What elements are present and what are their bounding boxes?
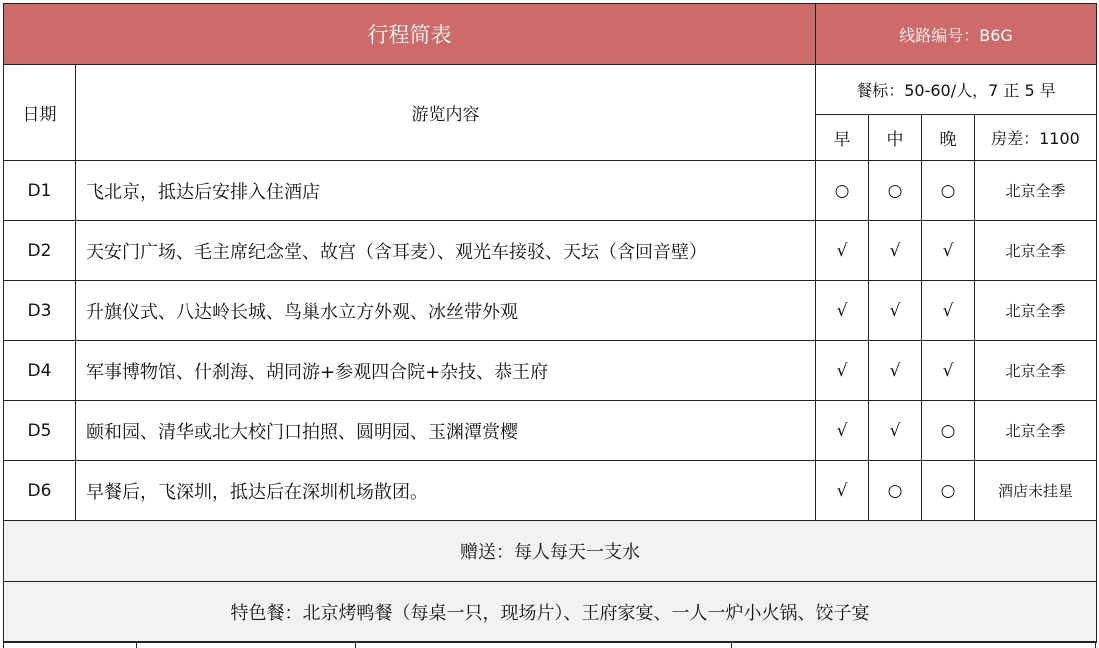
day-cell: D2 — [4, 221, 76, 281]
day-cell: D6 — [4, 461, 76, 521]
lunch-cell: ○ — [869, 161, 922, 221]
hotel-cell: 酒店未挂星 — [975, 461, 1097, 521]
content-column-header: 游览内容 — [76, 65, 816, 161]
lunch-header: 中 — [869, 115, 922, 161]
day-cell: D3 — [4, 281, 76, 341]
column-header-row — [4, 65, 1097, 115]
lunch-cell: √ — [869, 281, 922, 341]
gift-note: 赠送：每人每天一支水 — [4, 521, 1097, 582]
dinner-cell: ○ — [922, 461, 975, 521]
hotel-cell: 北京全季 — [975, 401, 1097, 461]
next-row-border — [3, 641, 1096, 642]
breakfast-cell: √ — [816, 281, 869, 341]
hotel-cell: 北京全季 — [975, 221, 1097, 281]
route-code: 线路编号：B6G — [816, 4, 1097, 65]
day-column-header: 日期 — [4, 65, 76, 161]
content-cell: 升旗仪式、八达岭长城、鸟巢水立方外观、冰丝带外观 — [76, 281, 816, 341]
hotel-cell: 北京全季 — [975, 341, 1097, 401]
breakfast-cell: √ — [816, 461, 869, 521]
next-row-divider — [3, 642, 4, 648]
breakfast-cell: √ — [816, 401, 869, 461]
breakfast-header: 早 — [816, 115, 869, 161]
breakfast-cell: ○ — [816, 161, 869, 221]
meal-standard-header: 餐标：50-60/人，7 正 5 早 — [816, 65, 1097, 115]
lunch-cell: √ — [869, 221, 922, 281]
table-row — [4, 401, 1097, 461]
table-title: 行程简表 — [4, 4, 816, 65]
gift-row — [4, 521, 1097, 582]
table-row — [4, 161, 1097, 221]
hotel-cell: 北京全季 — [975, 281, 1097, 341]
breakfast-cell: √ — [816, 341, 869, 401]
special-meals-note: 特色餐：北京烤鸭餐（每桌一只，现场片）、王府家宴、一人一炉小火锅、饺子宴 — [4, 582, 1097, 643]
lunch-cell: ○ — [869, 461, 922, 521]
table-row — [4, 281, 1097, 341]
lunch-cell: √ — [869, 401, 922, 461]
table-row — [4, 341, 1097, 401]
content-cell: 军事博物馆、什刹海、胡同游+参观四合院+杂技、恭王府 — [76, 341, 816, 401]
content-cell: 飞北京，抵达后安排入住酒店 — [76, 161, 816, 221]
special-meals-row — [4, 582, 1097, 643]
content-cell: 早餐后，飞深圳，抵达后在深圳机场散团。 — [76, 461, 816, 521]
next-row-divider — [1095, 642, 1096, 648]
room-diff-header: 房差：1100 — [975, 115, 1097, 161]
day-cell: D5 — [4, 401, 76, 461]
dinner-cell: √ — [922, 221, 975, 281]
dinner-cell: ○ — [922, 161, 975, 221]
breakfast-cell: √ — [816, 221, 869, 281]
day-cell: D1 — [4, 161, 76, 221]
itinerary-table — [3, 3, 1097, 643]
dinner-cell: ○ — [922, 401, 975, 461]
dinner-cell: √ — [922, 341, 975, 401]
table-row — [4, 461, 1097, 521]
content-cell: 颐和园、清华或北大校门口拍照、圆明园、玉渊潭赏樱 — [76, 401, 816, 461]
content-cell: 天安门广场、毛主席纪念堂、故宫（含耳麦）、观光车接驳、天坛（含回音壁） — [76, 221, 816, 281]
next-row-divider — [731, 642, 732, 648]
dinner-cell: √ — [922, 281, 975, 341]
lunch-cell: √ — [869, 341, 922, 401]
day-cell: D4 — [4, 341, 76, 401]
next-row-divider — [355, 642, 356, 648]
next-row-divider — [136, 642, 137, 648]
header-row — [4, 4, 1097, 65]
dinner-header: 晚 — [922, 115, 975, 161]
hotel-cell: 北京全季 — [975, 161, 1097, 221]
table-row — [4, 221, 1097, 281]
